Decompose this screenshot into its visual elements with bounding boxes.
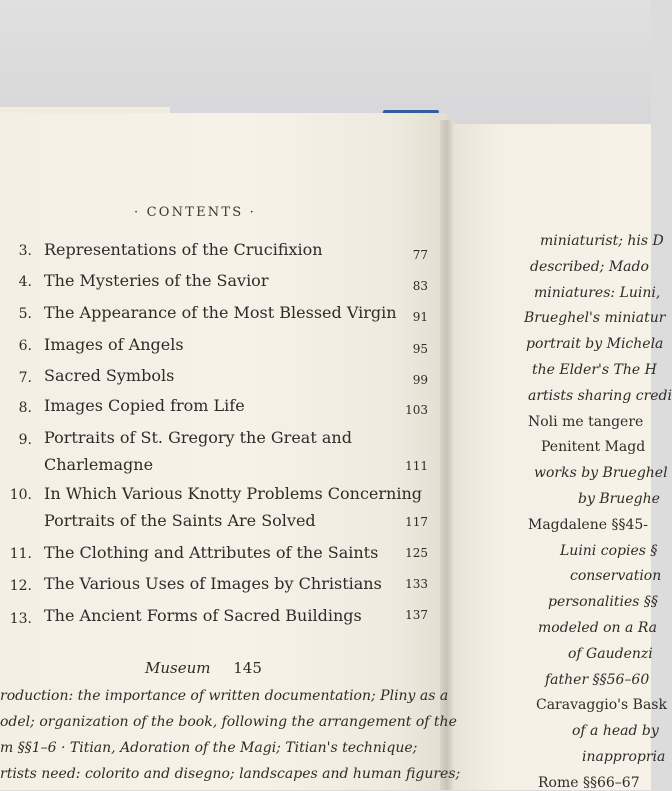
right-page-line: of Gaudenzi xyxy=(568,645,653,662)
right-page-line: artists sharing credi xyxy=(528,387,672,404)
toc-page: 111 xyxy=(405,459,428,473)
toc-number: 12. xyxy=(9,578,32,594)
toc-title: Images of Angels xyxy=(44,335,184,354)
right-page xyxy=(452,124,651,790)
toc-page: 91 xyxy=(412,310,428,324)
toc-title: The Clothing and Attributes of the Saints xyxy=(44,543,379,562)
summary-line: odel; organization of the book, following the arrangement of the xyxy=(0,714,457,730)
right-page-line: conservation xyxy=(570,568,662,585)
right-page-line: Noli me tangere xyxy=(528,413,644,430)
toc-title: Sacred Symbols xyxy=(44,366,175,385)
toc-number: 6. xyxy=(18,338,32,354)
toc-number: 10. xyxy=(9,487,32,503)
right-page-line: Rome §§66–67 xyxy=(538,774,640,791)
right-page-line: described; Mado xyxy=(530,258,649,275)
toc-title: The Ancient Forms of Sacred Buildings xyxy=(44,606,362,625)
toc-number: 11. xyxy=(9,546,32,562)
right-page-line: by Brueghe xyxy=(578,491,660,507)
toc-page: 103 xyxy=(405,403,428,417)
toc-title: In Which Various Knotty Problems Concerning xyxy=(44,484,422,503)
right-page-line: Luini copies § xyxy=(560,542,658,559)
museum-page: 145 xyxy=(233,659,262,677)
right-page-line: Brueghel's miniatur xyxy=(524,310,666,327)
toc-page: 117 xyxy=(405,515,428,529)
toc-title: The Appearance of the Most Blessed Virgin xyxy=(44,303,397,322)
toc-title: Representations of the Crucifixion xyxy=(44,240,323,259)
right-page-line: miniaturist; his D xyxy=(540,233,664,249)
toc-page: 83 xyxy=(412,279,428,293)
toc-number: 5. xyxy=(18,306,32,322)
toc-page: 95 xyxy=(412,342,428,356)
toc-page: 137 xyxy=(405,608,428,622)
right-page-line: the Elder's The H xyxy=(532,362,657,378)
toc-number: 9. xyxy=(18,432,32,448)
toc-title-continued: Portraits of the Saints Are Solved xyxy=(44,511,316,530)
toc-number: 7. xyxy=(18,370,32,386)
right-page-line: Magdalene §§45- xyxy=(528,516,649,533)
right-page-line: father §§56–60 xyxy=(545,671,650,688)
right-page-line: works by Brueghel xyxy=(534,465,668,482)
toc-page: 99 xyxy=(412,373,428,387)
toc-title: The Various Uses of Images by Christians xyxy=(44,574,382,593)
toc-title-continued: Charlemagne xyxy=(44,455,154,474)
right-page-line: personalities §§ xyxy=(548,594,658,611)
toc-title: The Mysteries of the Savior xyxy=(44,271,269,290)
toc-title: Images Copied from Life xyxy=(44,396,245,415)
right-page-line: inappropria xyxy=(582,749,666,765)
toc-number: 4. xyxy=(18,274,32,290)
museum-title: Museum xyxy=(145,659,211,677)
toc-number: 8. xyxy=(18,400,32,416)
toc-page: 133 xyxy=(405,577,428,591)
right-page-line: of a head by xyxy=(572,723,659,740)
toc-page: 125 xyxy=(405,546,428,560)
contents-header: · CONTENTS · xyxy=(133,205,257,220)
right-page-line: Penitent Magd xyxy=(541,439,646,456)
right-page-line: miniatures: Luini, xyxy=(534,284,661,301)
toc-number: 13. xyxy=(9,611,32,627)
summary-line: roduction: the importance of written documentation; Pliny as a xyxy=(0,688,449,704)
summary-line: rtists need: colorito and disegno; landscapes and human figures; xyxy=(0,766,461,782)
toc-page: 77 xyxy=(412,248,428,262)
right-page-line: modeled on a Ra xyxy=(538,620,658,636)
right-page-line: portrait by Michela xyxy=(526,336,664,353)
right-page-line: Caravaggio's Bask xyxy=(536,697,667,714)
toc-title: Portraits of St. Gregory the Great and xyxy=(44,428,352,447)
summary-line: m §§1–6 · Titian, Adoration of the Magi; Titian's technique; xyxy=(0,740,418,756)
museum-heading xyxy=(145,659,262,677)
toc-number: 3. xyxy=(18,243,32,259)
